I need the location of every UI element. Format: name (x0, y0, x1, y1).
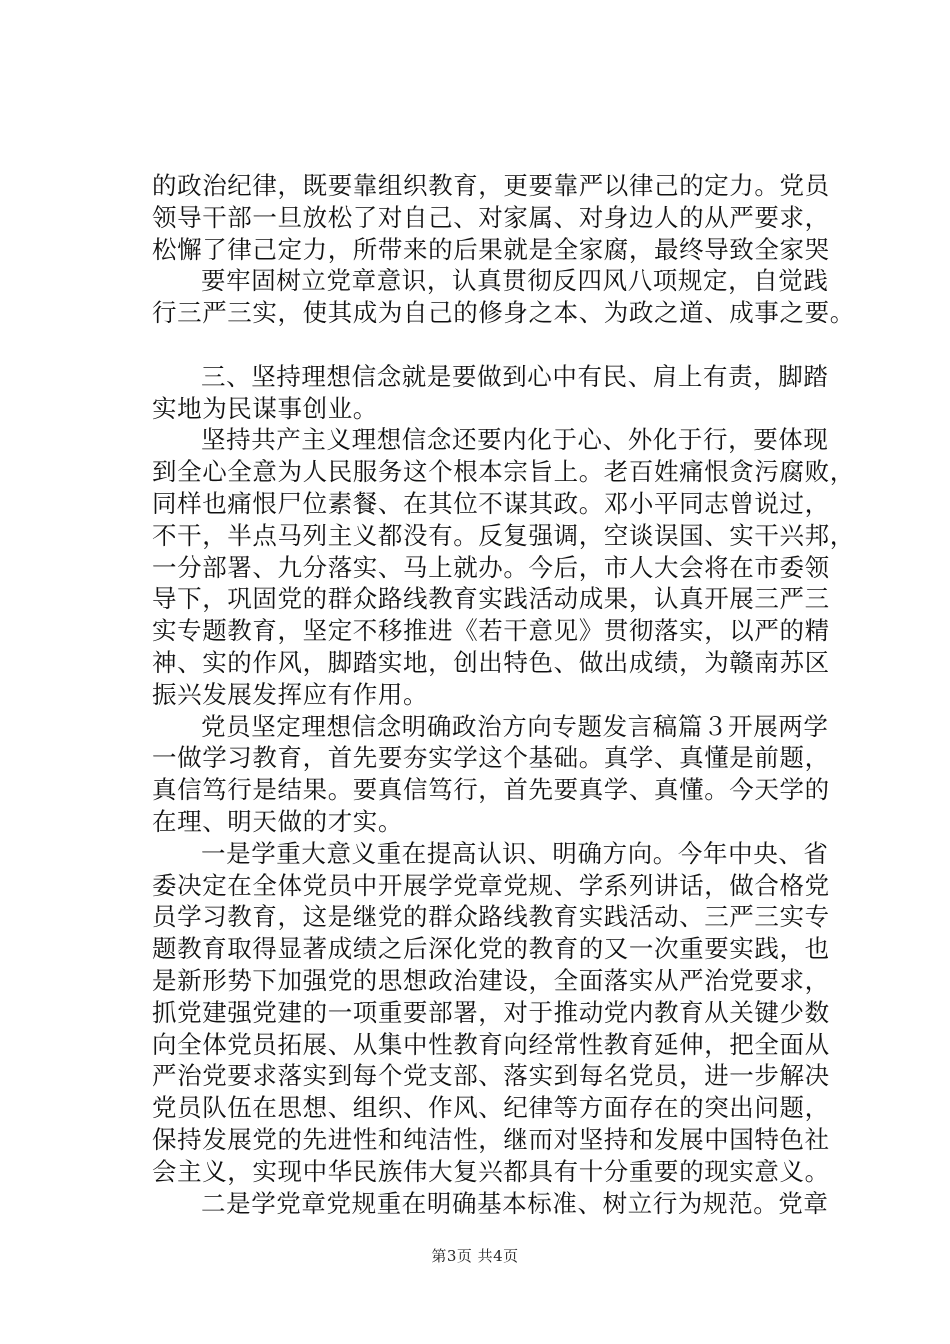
text-line: 三、坚持理想信念就是要做到心中有民、肩上有责，脚踏 (201, 361, 829, 391)
text-line: 一分部署、九分落实、马上就办。今后，市人大会将在市委领 (152, 552, 830, 582)
text-line: 导下，巩固党的群众路线教育实践活动成果，认真开展三严三 (152, 584, 830, 614)
text-line: 实专题教育，坚定不移推进《若干意见》贯彻落实，以严的精 (152, 616, 830, 646)
text-line: 的政治纪律，既要靠组织教育，更要靠严以律己的定力。党员 (152, 171, 830, 200)
text-line: 真信笃行是结果。要真信笃行，首先要真学、真懂。今天学的 (152, 775, 830, 805)
text-line: 神、实的作风，脚踏实地，创出特色、做出成绩，为赣南苏区 (152, 647, 830, 677)
text-line: 委决定在全体党员中开展学党章党规、学系列讲话，做合格党 (152, 870, 830, 900)
text-line: 党员坚定理想信念明确政治方向专题发言稿篇３开展两学 (201, 711, 829, 741)
text-line: 保持发展党的先进性和纯洁性，继而对坚持和发展中国特色社 (152, 1124, 830, 1154)
text-line: 会主义，实现中华民族伟大复兴都具有十分重要的现实意义。 (152, 1156, 830, 1186)
text-line: 向全体党员拓展、从集中性教育向经常性教育延伸，把全面从 (152, 1029, 830, 1059)
text-line: 抓党建强党建的一项重要部署，对于推动党内教育从关键少数 (152, 997, 830, 1027)
text-line: 在理、明天做的才实。 (152, 806, 403, 836)
text-line: 同样也痛恨尸位素餐、在其位不谋其政。邓小平同志曾说过， (152, 488, 830, 518)
text-line: 题教育取得显著成绩之后深化党的教育的又一次重要实践，也 (152, 934, 830, 964)
text-line: 行三严三实，使其成为自己的修身之本、为政之道、成事之要。 (152, 298, 855, 328)
text-line: 要牢固树立党章意识，认真贯彻反四风八项规定，自觉践 (201, 266, 829, 296)
text-line: 一做学习教育，首先要夯实学这个基础。真学、真懂是前题， (152, 743, 830, 773)
text-line: 振兴发展发挥应有作用。 (152, 679, 429, 709)
text-line: 到全心全意为人民服务这个根本宗旨上。老百姓痛恨贪污腐败， (152, 457, 855, 487)
page-footer: 第3页 共4页 (431, 1247, 519, 1265)
text-line: 员学习教育，这是继党的群众路线教育实践活动、三严三实专 (152, 902, 830, 932)
text-line: 二是学党章党规重在明确基本标准、树立行为规范。党章 (201, 1188, 829, 1218)
text-line: 党员队伍在思想、组织、作风、纪律等方面存在的突出问题， (152, 1093, 830, 1123)
text-line: 领导干部一旦放松了对自己、对家属、对身边人的从严要求， (152, 202, 830, 232)
document-body (152, 170, 855, 1219)
text-line: 松懈了律己定力，所带来的后果就是全家腐，最终导致全家哭 (152, 234, 830, 264)
text-line: 不干，半点马列主义都没有。反复强调，空谈误国、实干兴邦， (152, 520, 855, 550)
text-line: 是新形势下加强党的思想政治建设，全面落实从严治党要求， (152, 965, 830, 995)
text-line: 坚持共产主义理想信念还要内化于心、外化于行，要体现 (201, 425, 829, 455)
text-line: 严治党要求落实到每个党支部、落实到每名党员，进一步解决 (152, 1061, 830, 1091)
text-line: 一是学重大意义重在提高认识、明确方向。今年中央、省 (201, 838, 829, 868)
blank-line (152, 329, 842, 361)
text-line: 实地为民谋事创业。 (152, 393, 378, 423)
